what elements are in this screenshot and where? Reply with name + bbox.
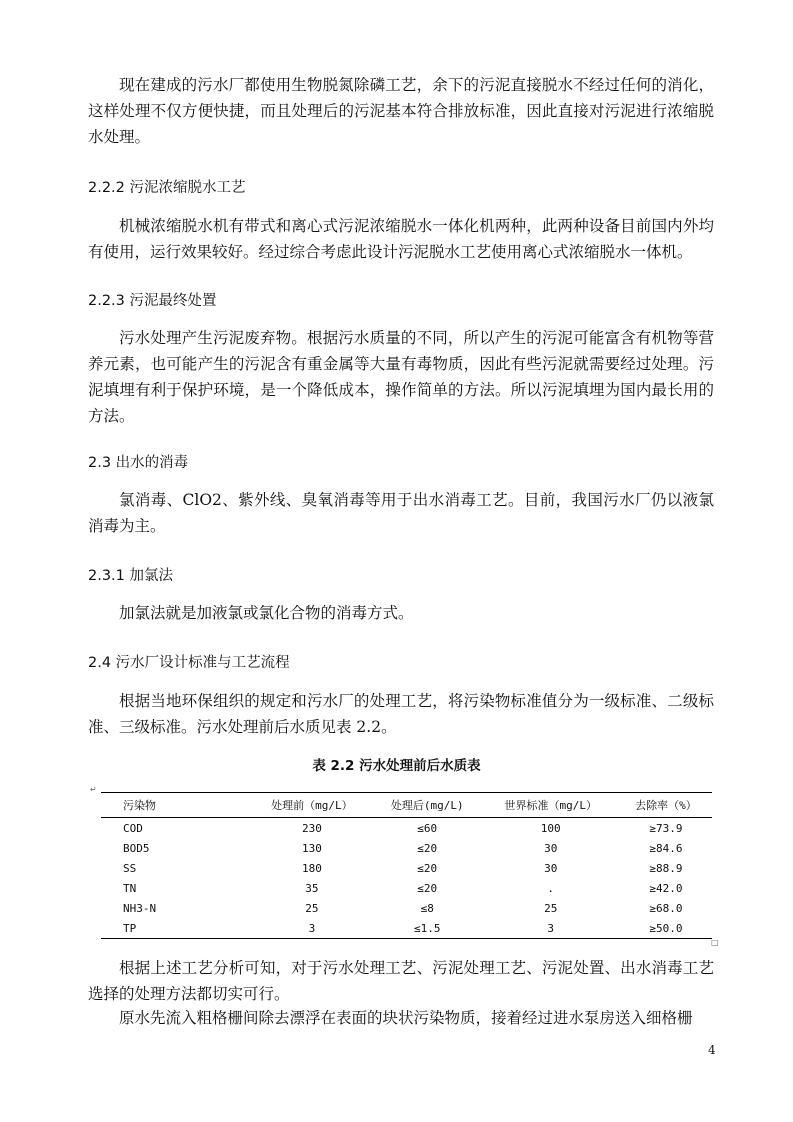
table-cell: ≥42.0 [649,881,683,895]
paragraph-mark-icon: ↵ [90,785,97,794]
heading-2-4: 2.4 污水厂设计标准与工艺流程 [88,655,290,671]
table-row [101,838,712,858]
heading-2-2-2: 2.2.2 污泥浓缩脱水工艺 [88,180,246,196]
paragraph-mark-icon: □ [711,938,719,947]
table-cell: ≥84.6 [649,841,683,855]
heading-2-3: 2.3 出水的消毒 [88,455,189,471]
paragraph-process-flow: 原水先流入粗格栅间除去漂浮在表面的块状污染物质，接着经过进水泵房送入细格栅 [119,1009,693,1027]
table-cell: ≥73.9 [649,821,683,835]
paragraph-sludge-digestion: 现在建成的污水厂都使用生物脱氮除磷工艺，余下的污泥直接脱水不经过任何的消化，这样处理不仅方便快捷，而且处理后的污泥基本符合排放标准，因此直接对污泥进行浓缩脱水处理。 [88,76,714,146]
paragraph-standards: 根据当地环保组织的规定和污水厂的处理工艺，将污染物标准值分为一级标准、二级标准、三级标准。污水处理前后水质见表 2.2。 [88,692,714,736]
paragraph-sludge-disposal: 污水处理产生污泥废弃物。根据污水质量的不同，所以产生的污泥可能富含有机物等营养元素，也可能产生的污泥含有重金属等大量有毒物质，因此有些污泥就需要经过处理。污泥填埋有利于保护环境，是一个降低成本，操作简单的方法。所以污泥填埋为国内最长用的方法。 [88,329,714,425]
table-cell: TN [123,881,137,895]
table-cell: ≤20 [417,841,438,855]
table-cell: 180 [301,861,322,875]
table-cell: 25 [305,901,319,915]
table-cell: ≥50.0 [649,921,683,935]
table-row [101,818,712,839]
table-row [101,878,712,898]
heading-2-3-1: 2.3.1 加氯法 [88,568,174,584]
table-cell: 100 [540,821,561,835]
table-cell: TP [123,921,137,935]
table-cell: ≤1.5 [413,921,441,935]
table-cell: 25 [544,901,558,915]
table-caption: 表 2.2 污水处理前后水质表 [312,758,481,774]
table-cell: ≤60 [417,821,438,835]
table-cell: ≥88.9 [649,861,683,875]
table-cell: 130 [301,841,322,855]
paragraph-dewatering-machine: 机械浓缩脱水机有带式和离心式污泥浓缩脱水一体化机两种，此两种设备目前国内外均有使用，运行效果较好。经过综合考虑此设计污泥脱水工艺使用离心式浓缩脱水一体机。 [88,217,714,261]
header-pollutant: 污染物 [123,799,156,812]
table-cell: BOD5 [123,841,150,855]
table-cell: ≤20 [417,881,438,895]
table-cell: ≥68.0 [649,901,683,915]
table-cell: ≤20 [417,861,438,875]
table-cell: . [547,881,555,895]
paragraph-disinfection: 氯消毒、ClO2、紫外线、臭氧消毒等用于出水消毒工艺。目前，我国污水厂仍以液氯消毒为主。 [88,491,714,535]
table-cell: 35 [305,881,319,895]
table-cell: NH3-N [123,901,157,915]
table-cell: ≤8 [420,901,434,915]
table-cell: 3 [547,921,555,935]
header-before: 处理前（mg/L） [271,799,353,812]
water-quality-table [101,792,712,939]
table-cell: 30 [544,841,558,855]
paragraph-chlorination: 加氯法就是加液氯或氯化合物的消毒方式。 [119,604,414,622]
header-removal: 去除率（%） [635,799,697,812]
table-row [101,918,712,939]
header-after: 处理后(mg/L) [390,799,464,812]
table-row [101,858,712,878]
heading-2-2-3: 2.2.3 污泥最终处置 [88,293,217,309]
table-cell: 3 [308,921,316,935]
table-cell: 30 [544,861,558,875]
table-cell: 230 [301,821,322,835]
table-header-row [101,793,712,818]
paragraph-conclusion: 根据上述工艺分析可知，对于污水处理工艺、污泥处理工艺、污泥处置、出水消毒工艺选择的处理方法都切实可行。 [88,959,714,1003]
header-standard: 世界标准（mg/L） [504,799,597,812]
page-number: 4 [708,1043,716,1057]
table-cell: SS [123,861,137,875]
table-cell: COD [123,821,143,835]
table-row [101,898,712,918]
